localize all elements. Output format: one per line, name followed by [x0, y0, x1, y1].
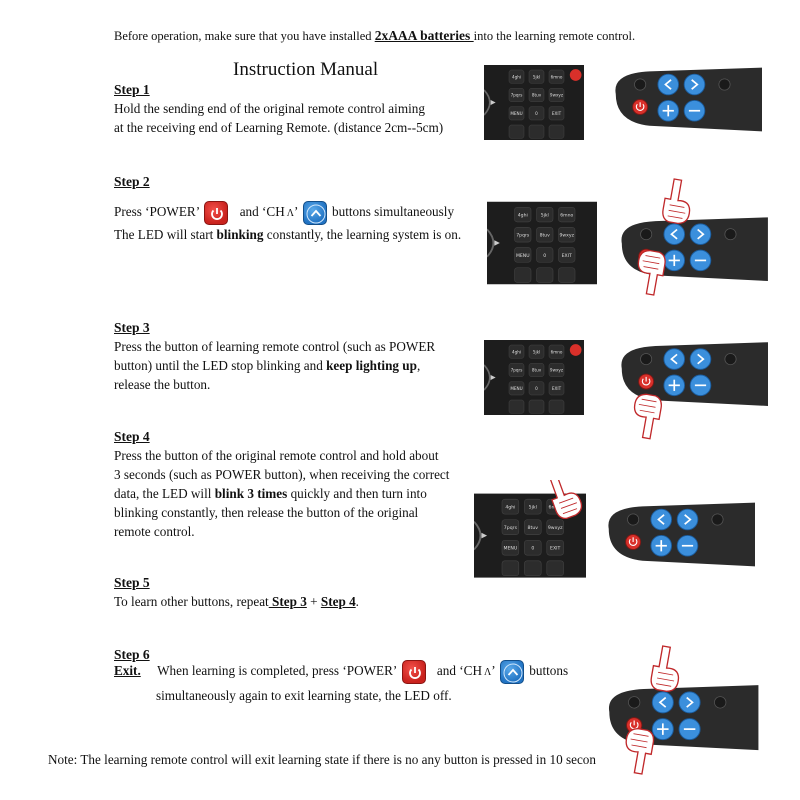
step-text: release the button.: [114, 377, 211, 392]
step-4: [114, 427, 494, 541]
step-ref: Step 4: [320, 594, 356, 609]
original-remote-image: [484, 60, 584, 145]
pointing-hand-icon: [629, 393, 663, 440]
pointing-hand-icon: [649, 645, 683, 693]
step-heading: Step 2: [114, 174, 150, 189]
step-text-part: ’: [491, 663, 495, 679]
intro-text-end: into the learning remote control.: [473, 29, 636, 43]
learning-remote-pressing-image: [596, 645, 766, 775]
step-heading: Step 6: [114, 647, 150, 662]
step-text: 3 seconds (such as POWER button), when receiving the correct: [114, 467, 450, 482]
step-2: [114, 172, 494, 244]
step-text: [114, 592, 494, 611]
step-text: Hold the sending end of the original remote control aiming: [114, 101, 425, 116]
original-remote-pressing-image: [474, 480, 586, 580]
step-text: [114, 356, 494, 375]
step-text-part: and ‘CH: [239, 204, 285, 220]
ch-up-button-icon: [303, 201, 327, 225]
step-heading: Step 3: [114, 320, 150, 335]
step-text: Press the button of the original remote control and hold about: [114, 448, 439, 463]
step-text-bold: blink 3 times: [214, 486, 288, 501]
original-remote-image: [487, 198, 597, 288]
step-text: simultaneously again to exit learning state, the LED off.: [156, 688, 452, 703]
intro-line: [114, 26, 714, 46]
caret-glyph: Λ: [483, 667, 492, 679]
step-5: [114, 573, 494, 611]
exit-label: Exit.: [114, 663, 141, 679]
ch-up-button-icon: [500, 660, 524, 684]
step-text-part: +: [306, 594, 321, 609]
note-text: Note: The learning remote control will exit learning state if there is no any button is pressed in 10 seconds。: [48, 752, 621, 767]
learning-remote-image: [612, 62, 762, 137]
step-6: [114, 645, 614, 705]
batteries-label: 2xAAA batteries: [374, 28, 474, 43]
learning-remote-image: [605, 497, 755, 572]
step-heading: Step 1: [114, 82, 150, 97]
intro-text: Before operation, make sure that you have installed: [114, 29, 375, 43]
step-text-bold: keep lighting up: [326, 358, 417, 373]
step-text-part: buttons: [529, 663, 569, 679]
step-text-part: data, the LED will: [114, 486, 215, 501]
step-heading: Step 5: [114, 575, 150, 590]
step-text-part: buttons simultaneously: [332, 204, 455, 220]
step-text-part: When learning is completed, press ‘POWER’: [157, 663, 397, 679]
pointing-hand-icon: [661, 178, 695, 225]
step-text-part: The LED will start: [114, 227, 217, 242]
step-text-part: constantly, the learning system is on.: [263, 227, 462, 242]
step-heading: Step 4: [114, 429, 150, 444]
learning-remote-pressing-image: [618, 178, 768, 296]
step-text: [114, 225, 494, 244]
step-text: Press the button of learning remote control (such as POWER: [114, 339, 436, 354]
step-text: [114, 484, 494, 503]
step-text: [114, 660, 614, 684]
original-remote-image: [484, 335, 584, 420]
step-text-part: Press ‘POWER’: [114, 204, 200, 220]
step-text-part: ,: [416, 358, 421, 373]
step-text: at the receiving end of Learning Remote. (distance 2cm--5cm): [114, 120, 444, 135]
learning-remote-pressing-image: [618, 340, 768, 440]
step-text-part: button) until the LED stop blinking and: [114, 358, 327, 373]
step-3: [114, 318, 494, 394]
step-ref: Step 3: [268, 594, 307, 609]
step-1: [114, 80, 474, 137]
caret-glyph: Λ: [286, 208, 295, 220]
step-text-part: and ‘CH: [436, 663, 482, 679]
step-text: [114, 201, 494, 227]
power-button-icon: [402, 660, 426, 684]
power-button-icon: [204, 201, 228, 225]
step-text-part: ’: [294, 204, 298, 220]
step-text-part: quickly and then turn into: [287, 486, 427, 501]
step-text: remote control.: [114, 524, 195, 539]
step-text-part: .: [355, 594, 359, 609]
page-title: Instruction Manual: [233, 59, 379, 80]
step-text-bold: blinking: [216, 227, 264, 242]
step-text-part: To learn other buttons, repeat: [114, 594, 269, 609]
step-text: blinking constantly, then release the button of the original: [114, 505, 419, 520]
